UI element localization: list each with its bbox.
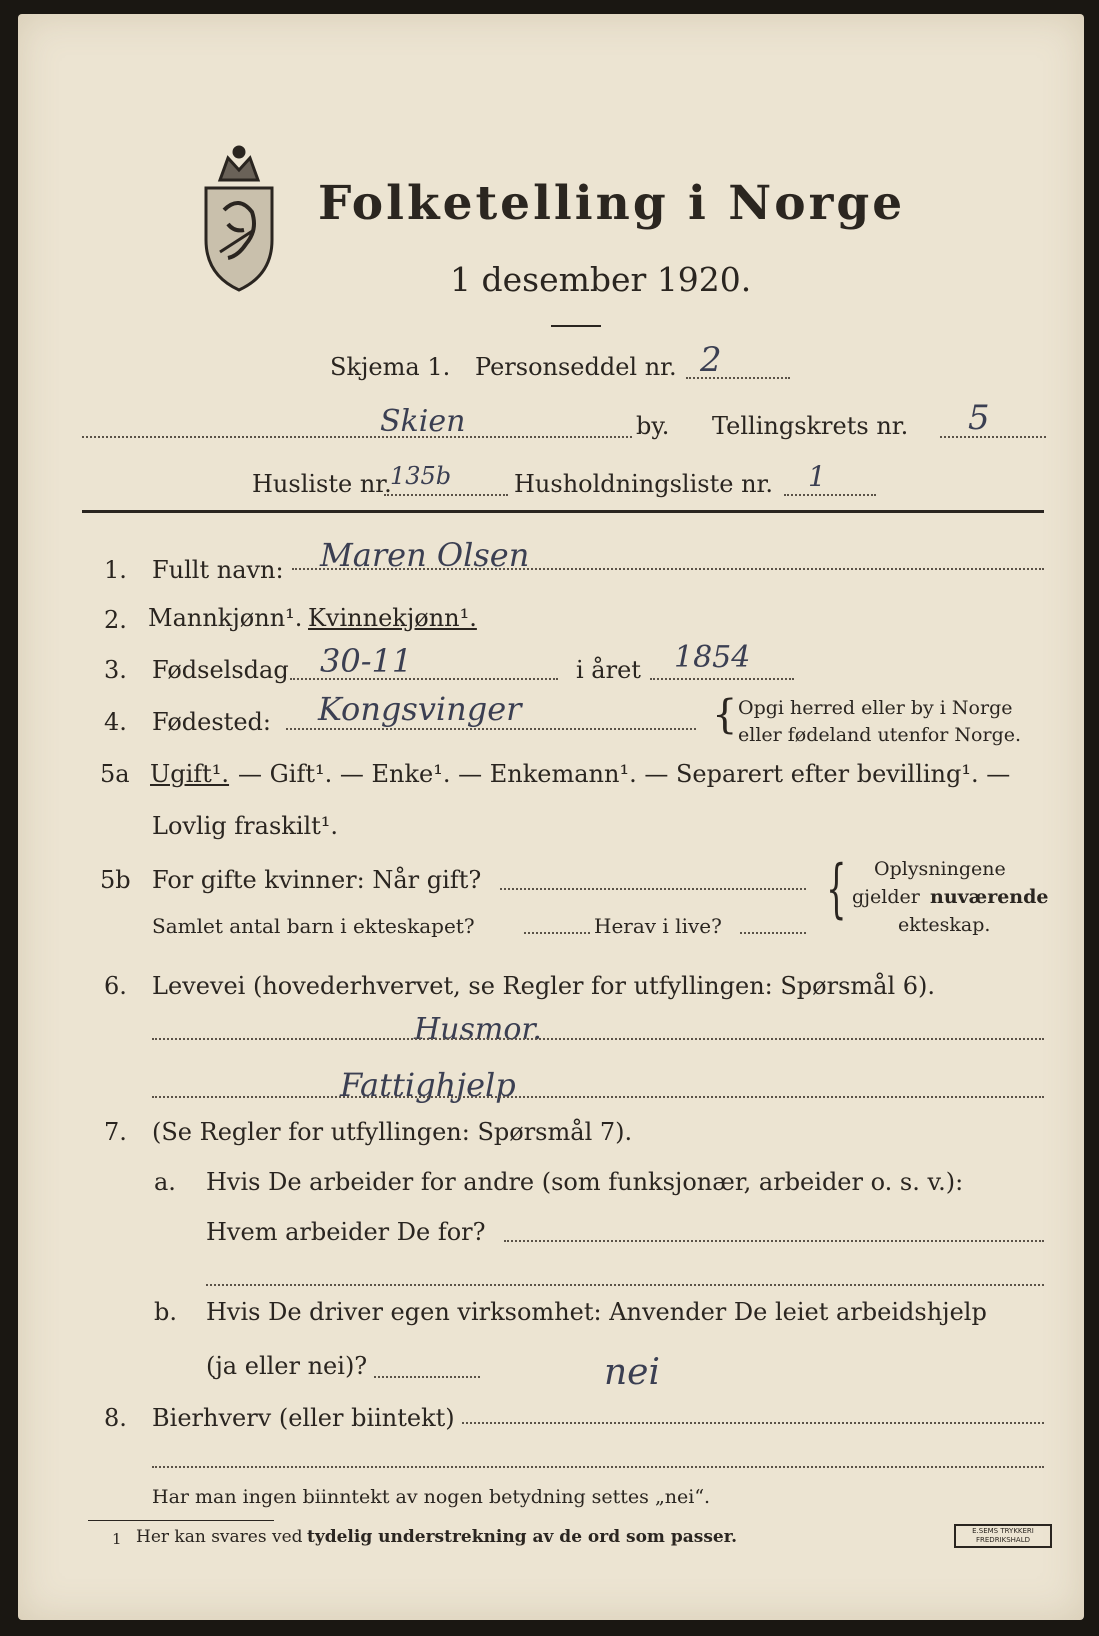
q3-label: Fødselsdag bbox=[152, 656, 289, 684]
q7b-label: Hvis De driver egen virksomhet: Anvender De leiet arbeidshjelp bbox=[206, 1298, 987, 1326]
q4-note-line2: eller fødeland utenfor Norge. bbox=[738, 724, 1022, 746]
q7-number: 7. bbox=[104, 1118, 127, 1146]
q5b-herav-label: Herav i live? bbox=[594, 914, 722, 938]
personseddel-value[interactable]: 2 bbox=[700, 340, 722, 380]
q5b-note-line2a: gjelder bbox=[852, 886, 920, 908]
q4-number: 4. bbox=[104, 708, 127, 736]
q2-number: 2. bbox=[104, 606, 127, 634]
skjema-label: Skjema 1. bbox=[330, 353, 451, 381]
q8-line bbox=[462, 1422, 1044, 1424]
q5b-nar-gift-line bbox=[500, 888, 806, 890]
husholdningsliste-label: Husholdningsliste nr. bbox=[514, 470, 773, 498]
tellingskrets-line bbox=[940, 436, 1046, 438]
q4-line bbox=[286, 728, 696, 730]
printer-stamp-line2: FREDRIKSHALD bbox=[975, 1536, 1030, 1544]
q8-label: Bierhverv (eller biintekt) bbox=[152, 1404, 455, 1432]
q5b-note-brace: { bbox=[826, 852, 847, 926]
q2-mannkjonn-option[interactable]: Mannkjønn¹. bbox=[148, 604, 303, 632]
q6-occupation-value[interactable]: Husmor. bbox=[414, 1012, 542, 1047]
q3-year-line bbox=[650, 678, 794, 680]
footnote-text-a: Her kan svares ved bbox=[136, 1527, 303, 1547]
q6-occupation-value-2[interactable]: Fattighjelp bbox=[340, 1066, 516, 1104]
q8-line2 bbox=[152, 1466, 1044, 1468]
form-title: Folketelling i Norge bbox=[318, 176, 906, 231]
q5a-lovlig-fraskilt-option[interactable]: Lovlig fraskilt¹. bbox=[152, 812, 339, 840]
footnote-divider bbox=[88, 1520, 274, 1521]
tellingskrets-label: Tellingskrets nr. bbox=[712, 412, 909, 440]
q1-full-name-value[interactable]: Maren Olsen bbox=[320, 536, 530, 574]
q7a-employer-label: Hvem arbeider De for? bbox=[206, 1218, 486, 1246]
husliste-line bbox=[384, 494, 508, 496]
q5a-ugift-option[interactable]: Ugift¹. bbox=[150, 760, 230, 788]
q3-birth-year-value[interactable]: 1854 bbox=[674, 640, 751, 675]
q5b-note-line2b: nuværende bbox=[930, 886, 1049, 908]
husliste-label: Husliste nr. bbox=[252, 470, 392, 498]
q5b-note-line3: ekteskap. bbox=[898, 914, 991, 936]
q2-kvinnekjonn-option[interactable]: Kvinnekjønn¹. bbox=[308, 604, 477, 632]
form-subtitle: 1 desember 1920. bbox=[450, 260, 752, 299]
q5b-label: For gifte kvinner: Når gift? bbox=[152, 866, 482, 894]
q7a-label: Hvis De arbeider for andre (som funksjonær, arbeider o. s. v.): bbox=[206, 1168, 964, 1196]
header-divider bbox=[82, 510, 1044, 513]
q3-year-label: i året bbox=[576, 656, 641, 684]
by-label: by. bbox=[636, 412, 670, 440]
q6-label: Levevei (hovederhvervet, se Regler for utfyllingen: Spørsmål 6). bbox=[152, 972, 936, 1000]
q5a-number: 5a bbox=[100, 760, 130, 788]
printer-stamp bbox=[954, 1524, 1052, 1548]
husliste-value[interactable]: 135b bbox=[390, 462, 452, 490]
q7a-letter: a. bbox=[154, 1168, 176, 1196]
q4-label: Fødested: bbox=[152, 708, 271, 736]
q8-number: 8. bbox=[104, 1404, 127, 1432]
q7-label: (Se Regler for utfyllingen: Spørsmål 7). bbox=[152, 1118, 633, 1146]
q5b-samlet-label: Samlet antal barn i ekteskapet? bbox=[152, 914, 475, 938]
q5b-note-line1: Oplysningene bbox=[874, 858, 1006, 880]
q7a-employer-line1 bbox=[504, 1240, 1044, 1242]
footnote-mark: 1 bbox=[112, 1530, 122, 1548]
tellingskrets-value[interactable]: 5 bbox=[968, 398, 990, 438]
city-value[interactable]: Skien bbox=[380, 404, 466, 439]
q7b-line bbox=[374, 1376, 480, 1378]
q5b-herav-line bbox=[740, 932, 806, 934]
printer-stamp-line1: E.SEMS TRYKKERI bbox=[972, 1527, 1034, 1535]
q4-note-line1: Opgi herred eller by i Norge bbox=[738, 697, 1013, 719]
husholdningsliste-value[interactable]: 1 bbox=[808, 460, 826, 493]
q4-note-brace: { bbox=[712, 692, 738, 738]
q3-birth-date-value[interactable]: 30-11 bbox=[320, 642, 413, 680]
q3-number: 3. bbox=[104, 656, 127, 684]
q1-label: Fullt navn: bbox=[152, 556, 284, 584]
q5b-samlet-line bbox=[524, 932, 590, 934]
q4-birthplace-value[interactable]: Kongsvinger bbox=[318, 690, 522, 728]
city-line bbox=[82, 436, 632, 438]
q7b-letter: b. bbox=[154, 1298, 177, 1326]
personseddel-label: Personseddel nr. bbox=[475, 353, 677, 381]
q7a-employer-line2 bbox=[206, 1284, 1044, 1286]
q6-line2 bbox=[152, 1096, 1044, 1098]
q7b-answer-value[interactable]: nei bbox=[604, 1352, 661, 1393]
q6-number: 6. bbox=[104, 972, 127, 1000]
husholdningsliste-line bbox=[784, 494, 876, 496]
norwegian-lion-coat-of-arms-icon bbox=[198, 140, 280, 300]
q1-number: 1. bbox=[104, 556, 127, 584]
q5b-number: 5b bbox=[100, 866, 131, 894]
title-divider bbox=[551, 325, 601, 327]
q7b-ja-nei-label: (ja eller nei)? bbox=[206, 1352, 368, 1380]
footer-note: Har man ingen biinntekt av nogen betydning settes „nei“. bbox=[152, 1486, 711, 1508]
q6-line1 bbox=[152, 1038, 1044, 1040]
footnote-text-b: tydelig understrekning av de ord som passer. bbox=[307, 1527, 738, 1547]
q5a-other-options[interactable]: — Gift¹. — Enke¹. — Enkemann¹. — Separert efter bevilling¹. — bbox=[238, 760, 1011, 788]
